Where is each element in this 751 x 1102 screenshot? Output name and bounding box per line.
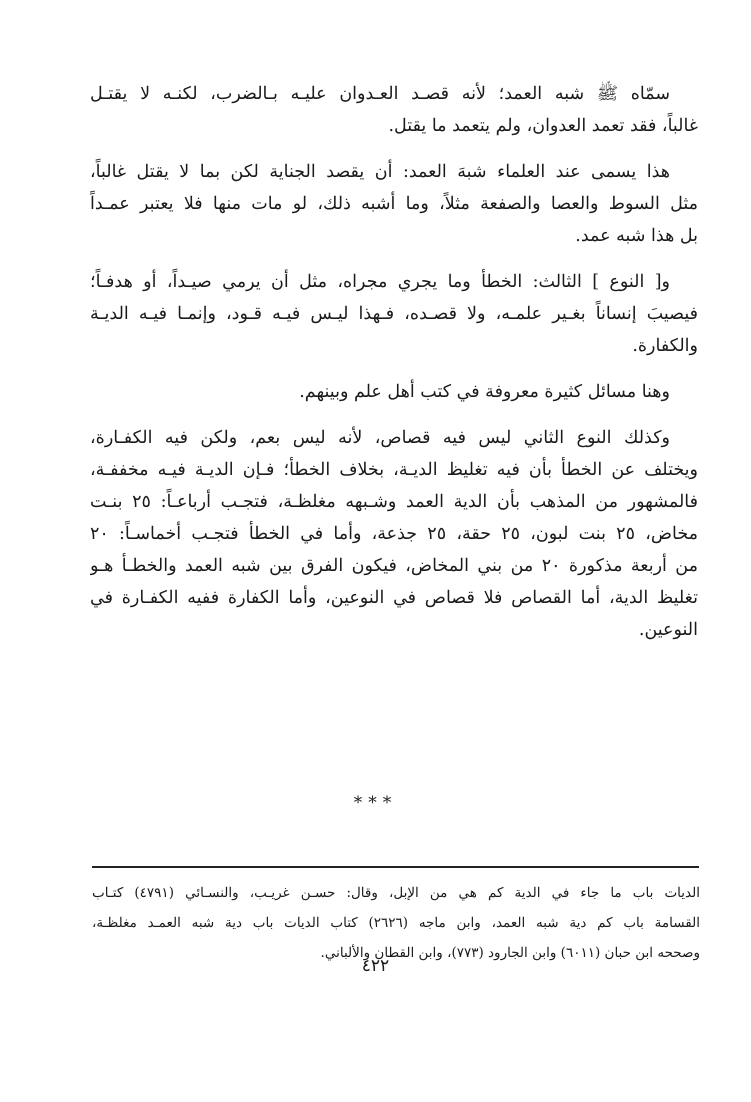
main-text — [90, 78, 698, 660]
paragraph — [90, 156, 698, 252]
text-line: فالمشهور من المذهب بأن الدية العمد وشـبهه مغلظـة، فتجـب أرباعـاً: ٢٥ بنـت — [90, 492, 698, 512]
paragraph — [90, 422, 698, 646]
page-number: ٤٢٢ — [361, 956, 390, 976]
text-line: من أربعة مذكورة ٢٠ من بني المخاض، فيكون الفرق بين شبه العمد والخطـأ هـو — [90, 556, 698, 576]
section-separator: *** — [353, 793, 398, 813]
footnotes — [92, 878, 700, 968]
text-line: فيصيبَ إنساناً بغـير علمـه، ولا قصـده، فـهذا ليـس فيـه قـود، وإنمـا فيـه الديـة — [90, 304, 698, 324]
footnote-line: القسامة باب كم دية شبه العمد، وابن ماجه (٢٦٢٦) كتاب الديات باب دية شبه العمـد مغلظـة، — [92, 915, 700, 931]
footnote-line: وصححه ابن حبان (٦٠١١) وابن الجارود (٧٧٣)، وابن القطان والألباني. — [320, 945, 700, 961]
text-line: و[ النوع ] الثالث: الخطأ وما يجري مجراه، مثل أن يرمي صيـداً، أو هدفـاً؛ — [90, 272, 670, 292]
text-line: وهنا مسائل كثيرة معروفة في كتب أهل علم وبينهم. — [299, 382, 670, 402]
text-line: هذا يسمى عند العلماء شبهَ العمد: أن يقصد الجناية لكن بما لا يقتل غالباً، — [90, 162, 670, 182]
footnote-divider — [92, 866, 699, 868]
text-line: ويختلف عن الخطأ بأن فيه تغليظ الديـة، بخلاف الخطأ؛ فـإن الديـة فيـه مخففـة، — [90, 460, 698, 480]
text-line: بل هذا شبه عمد. — [575, 226, 698, 246]
text-line: والكفارة. — [632, 336, 698, 356]
footnote-line: الديات باب ما جاء في الدية كم هي من الإبل، وقال: حسـن غريـب، والنسـائي (٤٧٩١) كتـاب — [92, 885, 700, 901]
text-line: مخاض، ٢٥ بنت لبون، ٢٥ حقة، ٢٥ جذعة، وأما في الخطأ فتجـب أخماسـاً: ٢٠ — [90, 524, 698, 544]
text-line: سمّاه ﷺ شبه العمد؛ لأنه قصـد العـدوان عليـه بـالضرب، لكنـه لا يقتـل — [90, 84, 670, 104]
paragraph — [90, 78, 698, 142]
text-line: غالباً، فقد تعمد العدوان، ولم يتعمد ما يقتل. — [388, 116, 698, 136]
text-line: مثل السوط والعصا والصفعة مثلاً، وما أشبه ذلك، لو مات منها فلا يعتبر عمـداً — [90, 194, 698, 214]
text-line: وكذلك النوع الثاني ليس فيه قصاص، لأنه ليس بعم، ولكن فيه الكفـارة، — [90, 428, 670, 448]
text-line: النوعين. — [638, 620, 698, 640]
paragraph — [90, 376, 698, 408]
text-line: تغليظ الدية، أما القصاص فلا قصاص في النوعين، وأما الكفارة ففيه الكفـارة في — [90, 588, 698, 608]
paragraph — [90, 266, 698, 362]
